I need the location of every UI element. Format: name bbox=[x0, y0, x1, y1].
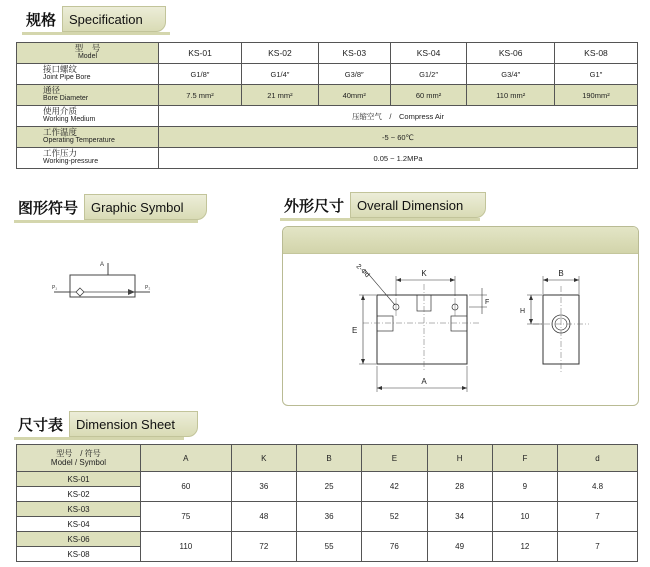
sheet-col-b: B bbox=[296, 445, 361, 472]
model-ks-06: KS-06 bbox=[467, 43, 554, 64]
table-row bbox=[17, 532, 638, 547]
sheet-col-k: K bbox=[231, 445, 296, 472]
joint-label: 接口螺纹 Joint Pipe Bore bbox=[17, 64, 159, 85]
spec-row-model bbox=[17, 43, 638, 64]
medium-value: 压缩空气 / Compress Air bbox=[159, 106, 638, 127]
bore-value: 190mm² bbox=[554, 85, 637, 106]
joint-value: G1/4″ bbox=[242, 64, 319, 85]
value-cell: 75 bbox=[141, 502, 232, 532]
symbol-label-a: A bbox=[99, 262, 104, 268]
dim-label-b: B bbox=[558, 269, 564, 278]
joint-value: G3/4″ bbox=[467, 64, 554, 85]
bore-label: 通径 Bore Diameter bbox=[17, 85, 159, 106]
table-row bbox=[17, 472, 638, 487]
symbol-label-p1: P₁ bbox=[52, 285, 58, 291]
value-cell: 55 bbox=[296, 532, 361, 562]
joint-value: G1/2″ bbox=[390, 64, 467, 85]
value-cell: 36 bbox=[231, 472, 296, 502]
temp-value: -5 ~ 60℃ bbox=[159, 127, 638, 148]
model-cell: KS-08 bbox=[17, 547, 141, 562]
overall-header bbox=[280, 191, 486, 219]
drawing-panel-band bbox=[283, 227, 638, 254]
sheet-col-f: F bbox=[492, 445, 557, 472]
graphic-header bbox=[14, 193, 207, 221]
dim-label-hole: 2-Φd bbox=[354, 263, 371, 280]
value-cell: 34 bbox=[427, 502, 492, 532]
joint-value: G3/8″ bbox=[318, 64, 390, 85]
dimension-sheet-table bbox=[16, 444, 638, 562]
sheet-header-cn: 尺寸表 bbox=[18, 415, 64, 434]
model-cell: KS-06 bbox=[17, 532, 141, 547]
bore-value: 60 mm² bbox=[390, 85, 467, 106]
dim-label-e: E bbox=[352, 326, 358, 335]
value-cell: 110 bbox=[141, 532, 232, 562]
spec-header bbox=[22, 5, 166, 33]
bore-value: 40mm² bbox=[318, 85, 390, 106]
value-cell: 36 bbox=[296, 502, 361, 532]
model-ks-04: KS-04 bbox=[390, 43, 467, 64]
graphic-header-en: Graphic Symbol bbox=[84, 194, 206, 220]
spec-header-en: Specification bbox=[62, 6, 166, 32]
check-ball bbox=[76, 288, 84, 296]
flow-arrow bbox=[128, 289, 135, 295]
bore-value: 21 mm² bbox=[242, 85, 319, 106]
value-cell: 42 bbox=[362, 472, 427, 502]
pressure-label: 工作压力 Working-pressure bbox=[17, 148, 159, 169]
joint-value: G1″ bbox=[554, 64, 637, 85]
graphic-header-cn: 图形符号 bbox=[18, 198, 79, 217]
sheet-header bbox=[14, 410, 198, 438]
sheet-head-row bbox=[17, 445, 638, 472]
overall-drawing bbox=[283, 254, 638, 404]
model-cell: KS-01 bbox=[17, 472, 141, 487]
sheet-col-a: A bbox=[141, 445, 232, 472]
model-cell: KS-04 bbox=[17, 517, 141, 532]
sheet-col-e: E bbox=[362, 445, 427, 472]
front-view-body bbox=[377, 295, 467, 364]
spec-row-pressure bbox=[17, 148, 638, 169]
dim-label-h: H bbox=[520, 308, 526, 315]
medium-label: 使用介质 Working Medium bbox=[17, 106, 159, 127]
model-ks-01: KS-01 bbox=[159, 43, 242, 64]
dim-label-a: A bbox=[421, 377, 427, 386]
sheet-col-d: d bbox=[558, 445, 638, 472]
value-cell: 10 bbox=[492, 502, 557, 532]
spec-row-joint bbox=[17, 64, 638, 85]
overall-drawing-panel bbox=[282, 226, 639, 406]
value-cell: 48 bbox=[231, 502, 296, 532]
value-cell: 28 bbox=[427, 472, 492, 502]
sheet-header-rule bbox=[14, 437, 184, 440]
graphic-symbol bbox=[40, 255, 170, 315]
spec-header-rule bbox=[22, 32, 170, 35]
value-cell: 49 bbox=[427, 532, 492, 562]
sheet-header-en: Dimension Sheet bbox=[69, 411, 198, 437]
value-cell: 76 bbox=[362, 532, 427, 562]
value-cell: 12 bbox=[492, 532, 557, 562]
spec-row-temp bbox=[17, 127, 638, 148]
spec-row-medium bbox=[17, 106, 638, 127]
joint-value: G1/8″ bbox=[159, 64, 242, 85]
model-label: 型 号 Model bbox=[17, 43, 159, 64]
value-cell: 52 bbox=[362, 502, 427, 532]
model-cell: KS-02 bbox=[17, 487, 141, 502]
spec-header-cn: 规格 bbox=[26, 10, 57, 29]
spec-table bbox=[16, 42, 638, 169]
value-cell: 25 bbox=[296, 472, 361, 502]
sheet-col-h: H bbox=[427, 445, 492, 472]
model-ks-08: KS-08 bbox=[554, 43, 637, 64]
graphic-header-rule bbox=[14, 220, 198, 223]
pressure-value: 0.05 ~ 1.2MPa bbox=[159, 148, 638, 169]
value-cell: 9 bbox=[492, 472, 557, 502]
bore-value: 7.5 mm² bbox=[159, 85, 242, 106]
bore-value: 110 mm² bbox=[467, 85, 554, 106]
value-cell: 7 bbox=[558, 532, 638, 562]
model-ks-02: KS-02 bbox=[242, 43, 319, 64]
symbol-label-p2: P₂ bbox=[145, 285, 151, 291]
dim-label-k: K bbox=[421, 269, 427, 278]
dim-label-f: F bbox=[485, 299, 490, 306]
temp-label: 工作温度 Operating Temperature bbox=[17, 127, 159, 148]
value-cell: 60 bbox=[141, 472, 232, 502]
model-ks-03: KS-03 bbox=[318, 43, 390, 64]
overall-header-cn: 外形尺寸 bbox=[284, 196, 345, 215]
overall-header-rule bbox=[280, 218, 480, 221]
overall-header-en: Overall Dimension bbox=[350, 192, 486, 218]
spec-row-bore bbox=[17, 85, 638, 106]
sheet-head-label: 型号 / 符号 Model / Symbol bbox=[17, 445, 141, 472]
model-cell: KS-03 bbox=[17, 502, 141, 517]
table-row bbox=[17, 502, 638, 517]
value-cell: 4.8 bbox=[558, 472, 638, 502]
value-cell: 7 bbox=[558, 502, 638, 532]
value-cell: 72 bbox=[231, 532, 296, 562]
